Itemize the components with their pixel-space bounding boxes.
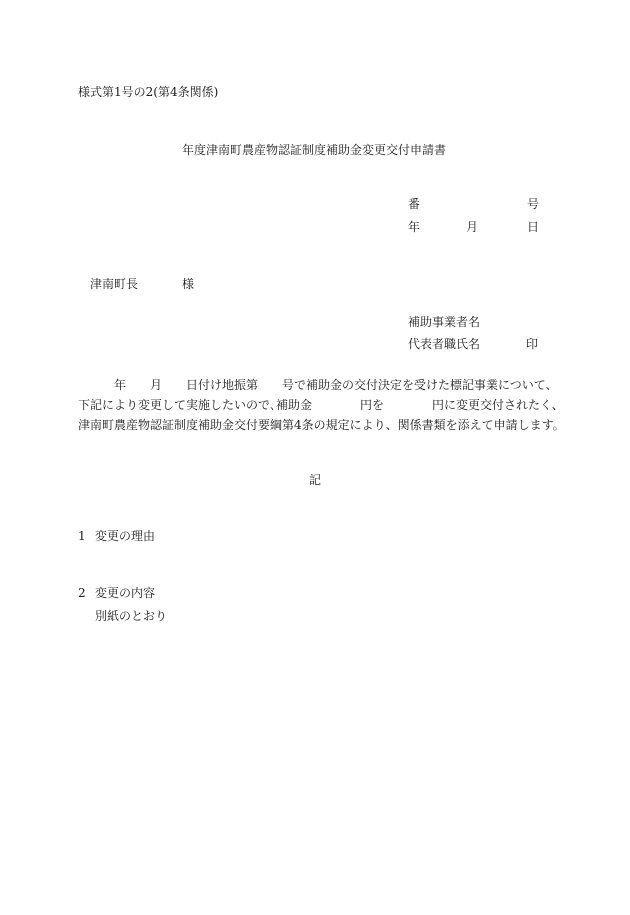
body-text-line-2: 下記により変更して実施したいので､補助金 円を 円に変更交付されたく、 — [78, 398, 564, 412]
item-2-number: 2 — [78, 586, 86, 600]
seal-label: 印 — [526, 337, 539, 351]
year-label: 年 — [408, 220, 421, 234]
item-1-number: 1 — [78, 529, 86, 543]
number-suffix: 号 — [527, 197, 540, 211]
month-label: 月 — [466, 220, 479, 234]
addressee-honorific: 様 — [182, 277, 195, 291]
item-1-label: 変更の理由 — [95, 529, 156, 543]
body-text-line-1: 年 月 日付け地振第 号で補助金の交付決定を受けた標記事業について、 — [78, 378, 558, 392]
applicant-business-name-label: 補助事業者名 — [408, 315, 481, 329]
representative-label: 代表者職氏名 — [408, 337, 481, 351]
body-text-line-3: 津南町農産物認証制度補助金交付要綱第4条の規定により、関係書類を添えて申請します。 — [78, 418, 565, 432]
document-title: 年度津南町農産物認証制度補助金変更交付申請書 — [182, 143, 447, 157]
item-2-detail: 別紙のとおり — [95, 609, 168, 623]
form-number-label: 様式第1号の2(第4条関係) — [78, 85, 219, 99]
number-label: 番 — [408, 197, 421, 211]
day-label: 日 — [527, 220, 540, 234]
ki-heading: 記 — [309, 473, 322, 487]
addressee-name: 津南町長 — [90, 277, 139, 291]
item-2-label: 変更の内容 — [95, 586, 156, 600]
